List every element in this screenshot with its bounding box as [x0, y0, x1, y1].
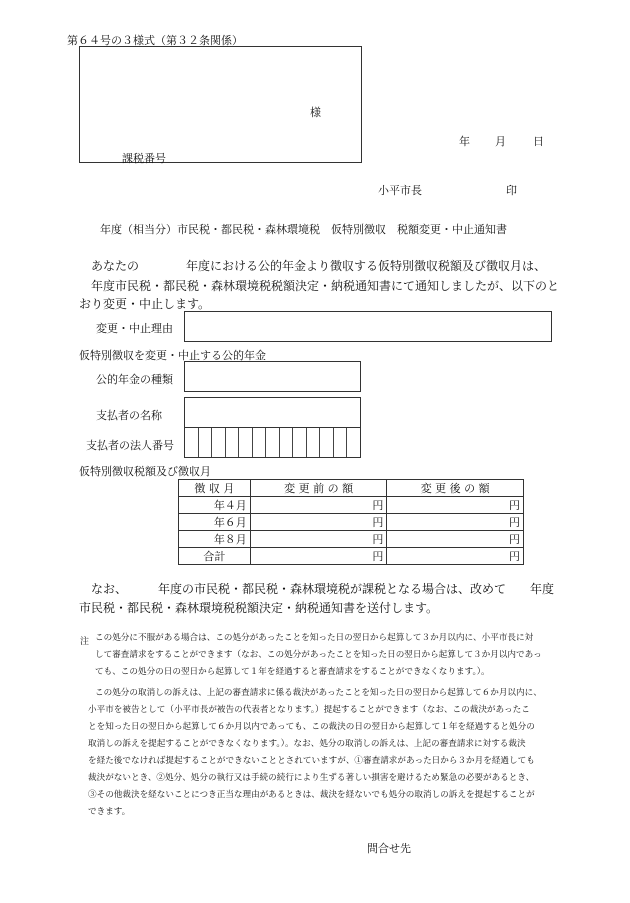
page-title: 年度（相当分）市民税・都民税・森林環境税 仮特別徴収 税額変更・中止通知書	[100, 223, 507, 236]
table-row	[179, 514, 524, 531]
note-line: ても、この処分の日の翌日から起算して１年を経過すると審査請求をすることができなくなります。）。	[95, 667, 490, 677]
issuer-name: 小平市長	[378, 184, 422, 197]
note-line: この処分の取消しの訴えは、上記の審査請求に係る裁決があったことを知った日の翌日から起算して６か月以内に、	[95, 688, 542, 698]
row-before: 円	[250, 548, 387, 565]
payer-name-label: 支払者の名称	[96, 409, 162, 422]
row-month: 年４月	[179, 497, 251, 514]
intro-line1-b: 年度における公的年金より徴収する仮特別徴収税額及び徴収月は、	[186, 259, 547, 273]
pension-type-field	[184, 361, 361, 392]
row-after: 円	[387, 497, 524, 514]
note-line: 裁決がないとき、②処分、処分の執行又は手続の続行により生ずる著しい損害を避けるため緊急の必要があるとき、	[88, 773, 535, 783]
amount-section-title: 仮特別徴収税額及び徴収月	[79, 465, 211, 478]
payer-name-field	[184, 397, 361, 428]
row-month: 年６月	[179, 514, 251, 531]
note-line: 取消しの訴えを提起することができなくなります。）。なお、処分の取消しの訴えは、上記の審査請求に対する裁決	[88, 739, 526, 749]
date-day: 日	[533, 135, 544, 148]
row-month: 合計	[179, 548, 251, 565]
row-before: 円	[250, 531, 387, 548]
form-number: 第６４号の３様式（第３２条関係）	[67, 34, 243, 47]
pension-type-label: 公的年金の種類	[96, 373, 173, 386]
row-month: 年８月	[179, 531, 251, 548]
tax-number-label: 課税番号	[122, 152, 166, 165]
amount-table	[178, 479, 524, 565]
date-year: 年	[459, 135, 470, 148]
reason-label: 変更・中止理由	[96, 322, 173, 335]
table-total-row	[179, 548, 524, 565]
pension-section-title: 仮特別徴収を変更・中止する公的年金	[79, 349, 266, 362]
note-line: 小平市を被告として（小平市長が被告の代表者となります。）提起することができます（なお、この裁決があったこ	[88, 705, 530, 715]
closing-line2: 市民税・都民税・森林環境税税額決定・納税通知書を送付します。	[79, 601, 439, 615]
date-month: 月	[495, 135, 506, 148]
table-row	[179, 497, 524, 514]
row-before: 円	[250, 497, 387, 514]
note-line: この処分に不服がある場合は、この処分があったことを知った日の翌日から起算して３か月以内に、小平市長に対	[95, 633, 534, 643]
contact-label: 問合せ先	[367, 842, 411, 855]
note-line: ③その他裁決を経ないことにつき正当な理由があるときは、裁決を経ないでも処分の取消しの訴えを提起することが	[88, 790, 535, 800]
row-before: 円	[250, 514, 387, 531]
header-after: 変 更 後 の 額	[387, 480, 524, 497]
closing-part1: なお、	[91, 582, 128, 596]
note-line: できます。	[88, 807, 131, 817]
honorific: 様	[310, 106, 321, 119]
closing-part2: 年度の市民税・都民税・森林環境税が課税となる場合は、改めて	[158, 582, 507, 596]
intro-line3: おり変更・中止します。	[79, 297, 211, 311]
note-line: とを知った日の翌日から起算して６か月以内であっても、この裁決の日の翌日から起算して１年を経過すると処分の	[88, 722, 535, 732]
corp-number-label: 支払者の法人番号	[86, 439, 174, 452]
header-before: 変 更 前 の 額	[250, 480, 387, 497]
row-after: 円	[387, 514, 524, 531]
issuer-seal: 印	[506, 184, 517, 197]
intro-line1-a: あなたの	[91, 259, 140, 273]
closing-part3: 年度	[530, 582, 555, 596]
table-row	[179, 531, 524, 548]
table-header-row	[179, 480, 524, 497]
row-after: 円	[387, 531, 524, 548]
note-label: 注	[80, 637, 90, 647]
intro-line2: 年度市民税・都民税・森林環境税税額決定・納税通知書にて通知しましたが、以下のと	[91, 279, 560, 293]
header-month: 徴 収 月	[179, 480, 251, 497]
note-line: を経た後でなければ提起することができないこととされていますが、①審査請求があった日から３か月を経過しても	[88, 756, 535, 766]
row-after: 円	[387, 548, 524, 565]
note-line: して審査請求をすることができます（なお、この処分があったことを知った日の翌日から起算して３か月以内であっ	[95, 650, 542, 660]
note-paragraph-2	[88, 685, 575, 821]
note-paragraph-1	[95, 630, 575, 681]
reason-field	[184, 311, 552, 342]
corp-number-field	[184, 427, 361, 458]
